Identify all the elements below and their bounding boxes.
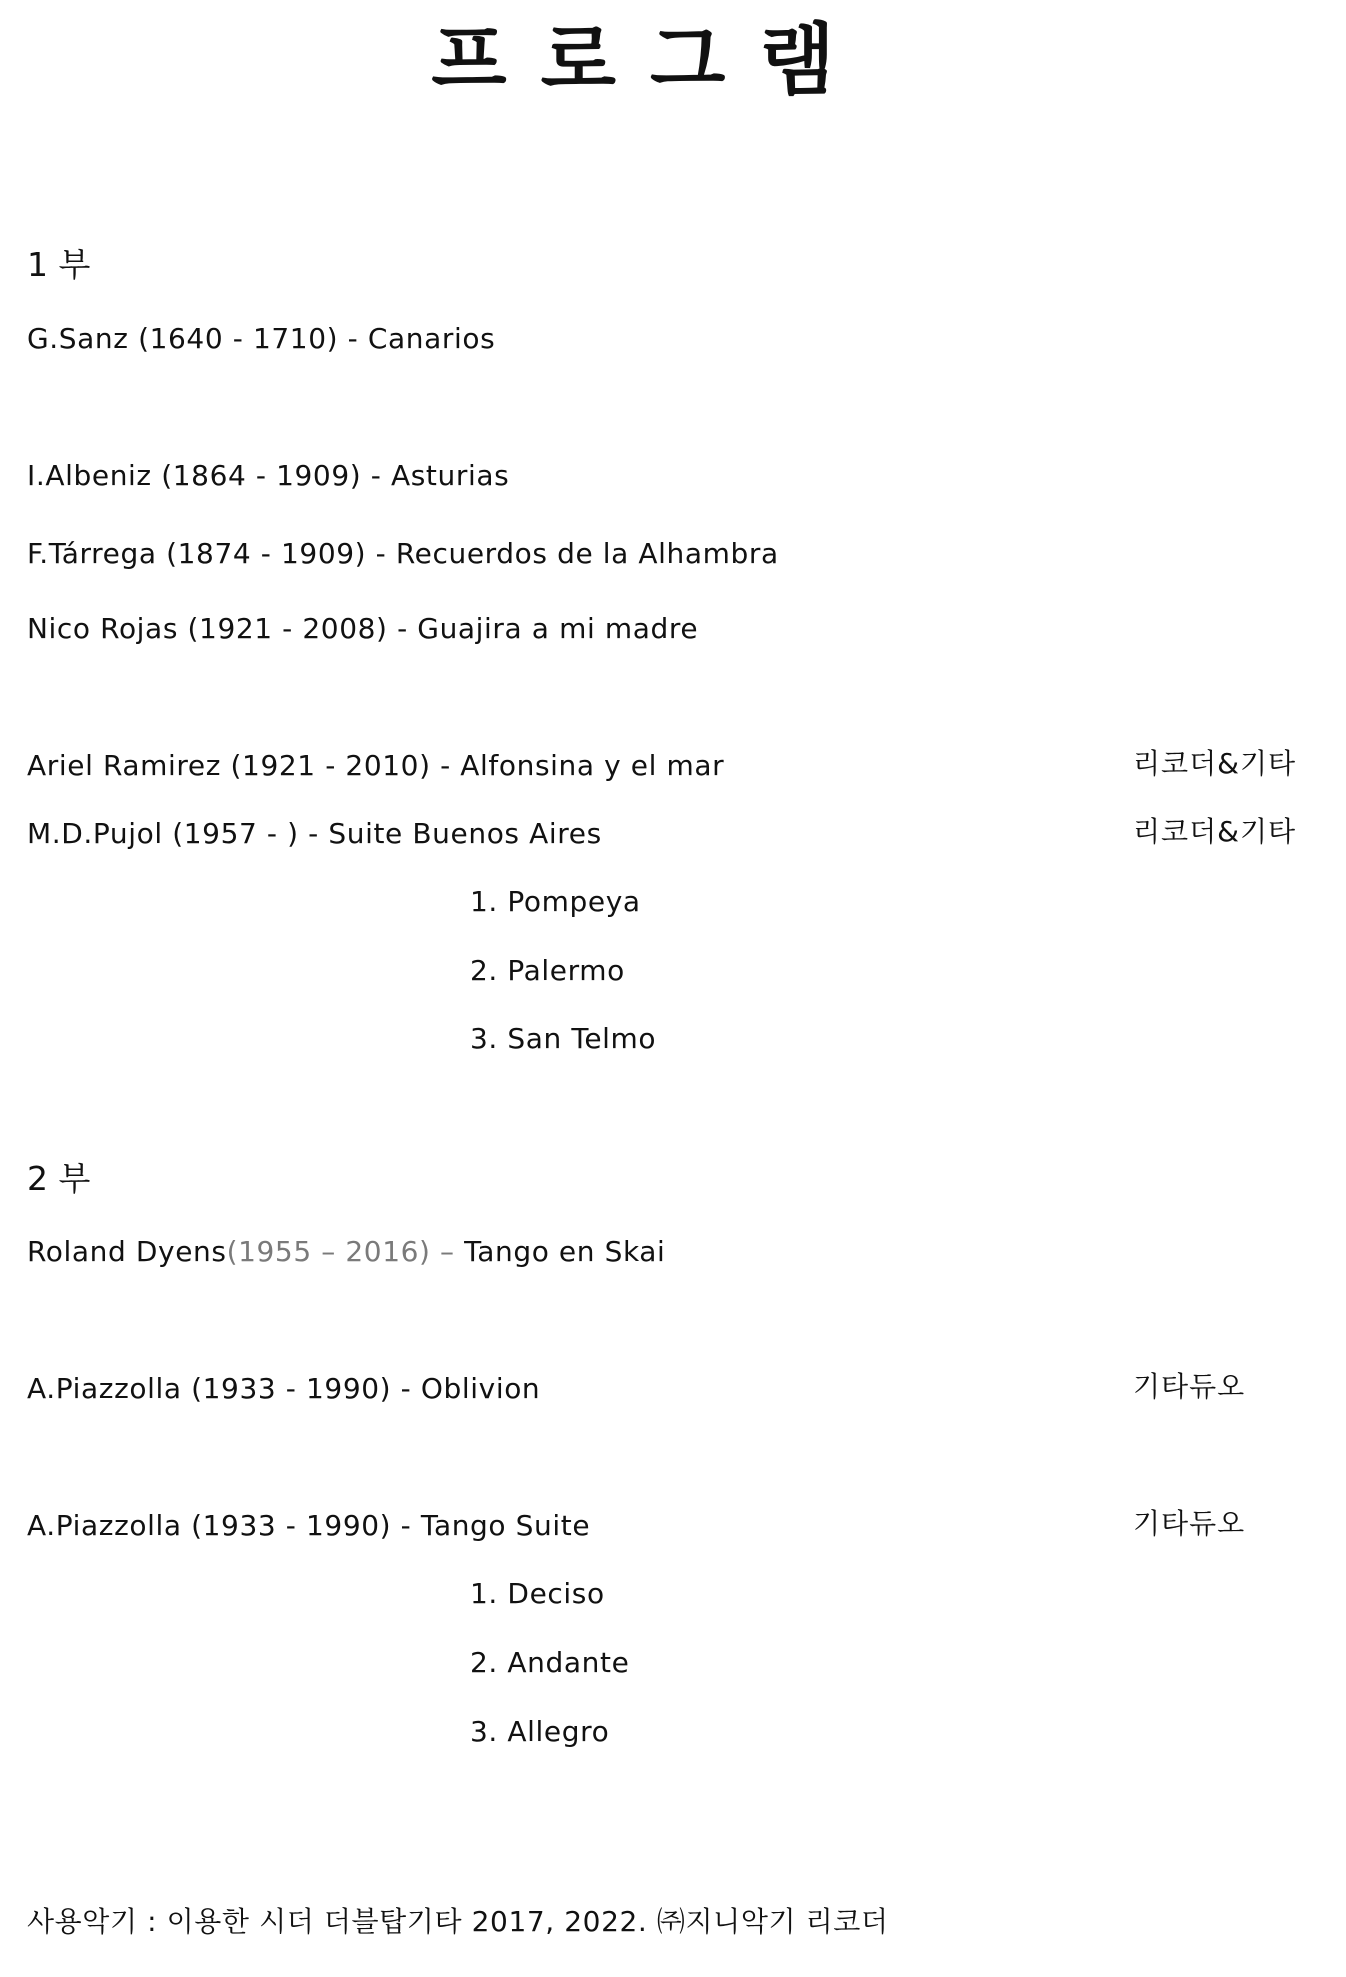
instruments-used-footer: 사용악기 : 이용한 시더 더블탑기타 2017, 2022. ㈜지니악기 리코더 xyxy=(27,1905,889,1938)
program-item-rojas: Nico Rojas (1921 - 2008) - Guajira a mi madre xyxy=(27,612,699,645)
program-item-ramirez: Ariel Ramirez (1921 - 2010) - Alfonsina y el mar xyxy=(27,749,725,782)
instrument-label: 기타듀오 xyxy=(1133,1370,1246,1403)
dyens-work: Tango en Skai xyxy=(464,1235,666,1268)
part-1-heading: 1 부 xyxy=(27,245,91,284)
part-2-heading: 2 부 xyxy=(27,1159,91,1198)
program-item-pujol: M.D.Pujol (1957 - ) - Suite Buenos Aires xyxy=(27,817,602,850)
program-item-piazzolla-oblivion: A.Piazzolla (1933 - 1990) - Oblivion xyxy=(27,1372,541,1405)
movement-item: 2. Andante xyxy=(470,1646,630,1679)
movement-item: 1. Pompeya xyxy=(470,885,641,918)
movement-item: 2. Palermo xyxy=(470,954,625,987)
program-item-sanz: G.Sanz (1640 - 1710) - Canarios xyxy=(27,322,496,355)
instrument-label: 리코더&기타 xyxy=(1133,815,1297,848)
instrument-label: 기타듀오 xyxy=(1133,1507,1246,1540)
program-item-albeniz: I.Albeniz (1864 - 1909) - Asturias xyxy=(27,459,510,492)
program-item-dyens xyxy=(27,1235,666,1268)
movement-item: 1. Deciso xyxy=(470,1577,605,1610)
page-title: 프로그램 xyxy=(431,16,869,106)
dyens-composer: Roland Dyens xyxy=(27,1235,227,1268)
instrument-label: 리코더&기타 xyxy=(1133,747,1297,780)
dyens-dates: (1955 – 2016) xyxy=(226,1235,431,1268)
movement-item: 3. San Telmo xyxy=(470,1022,657,1055)
dyens-dash: – xyxy=(430,1235,465,1268)
program-item-tarrega: F.Tárrega (1874 - 1909) - Recuerdos de la Alhambra xyxy=(27,537,779,570)
movement-item: 3. Allegro xyxy=(470,1715,610,1748)
program-item-piazzolla-tango-suite: A.Piazzolla (1933 - 1990) - Tango Suite xyxy=(27,1509,591,1542)
